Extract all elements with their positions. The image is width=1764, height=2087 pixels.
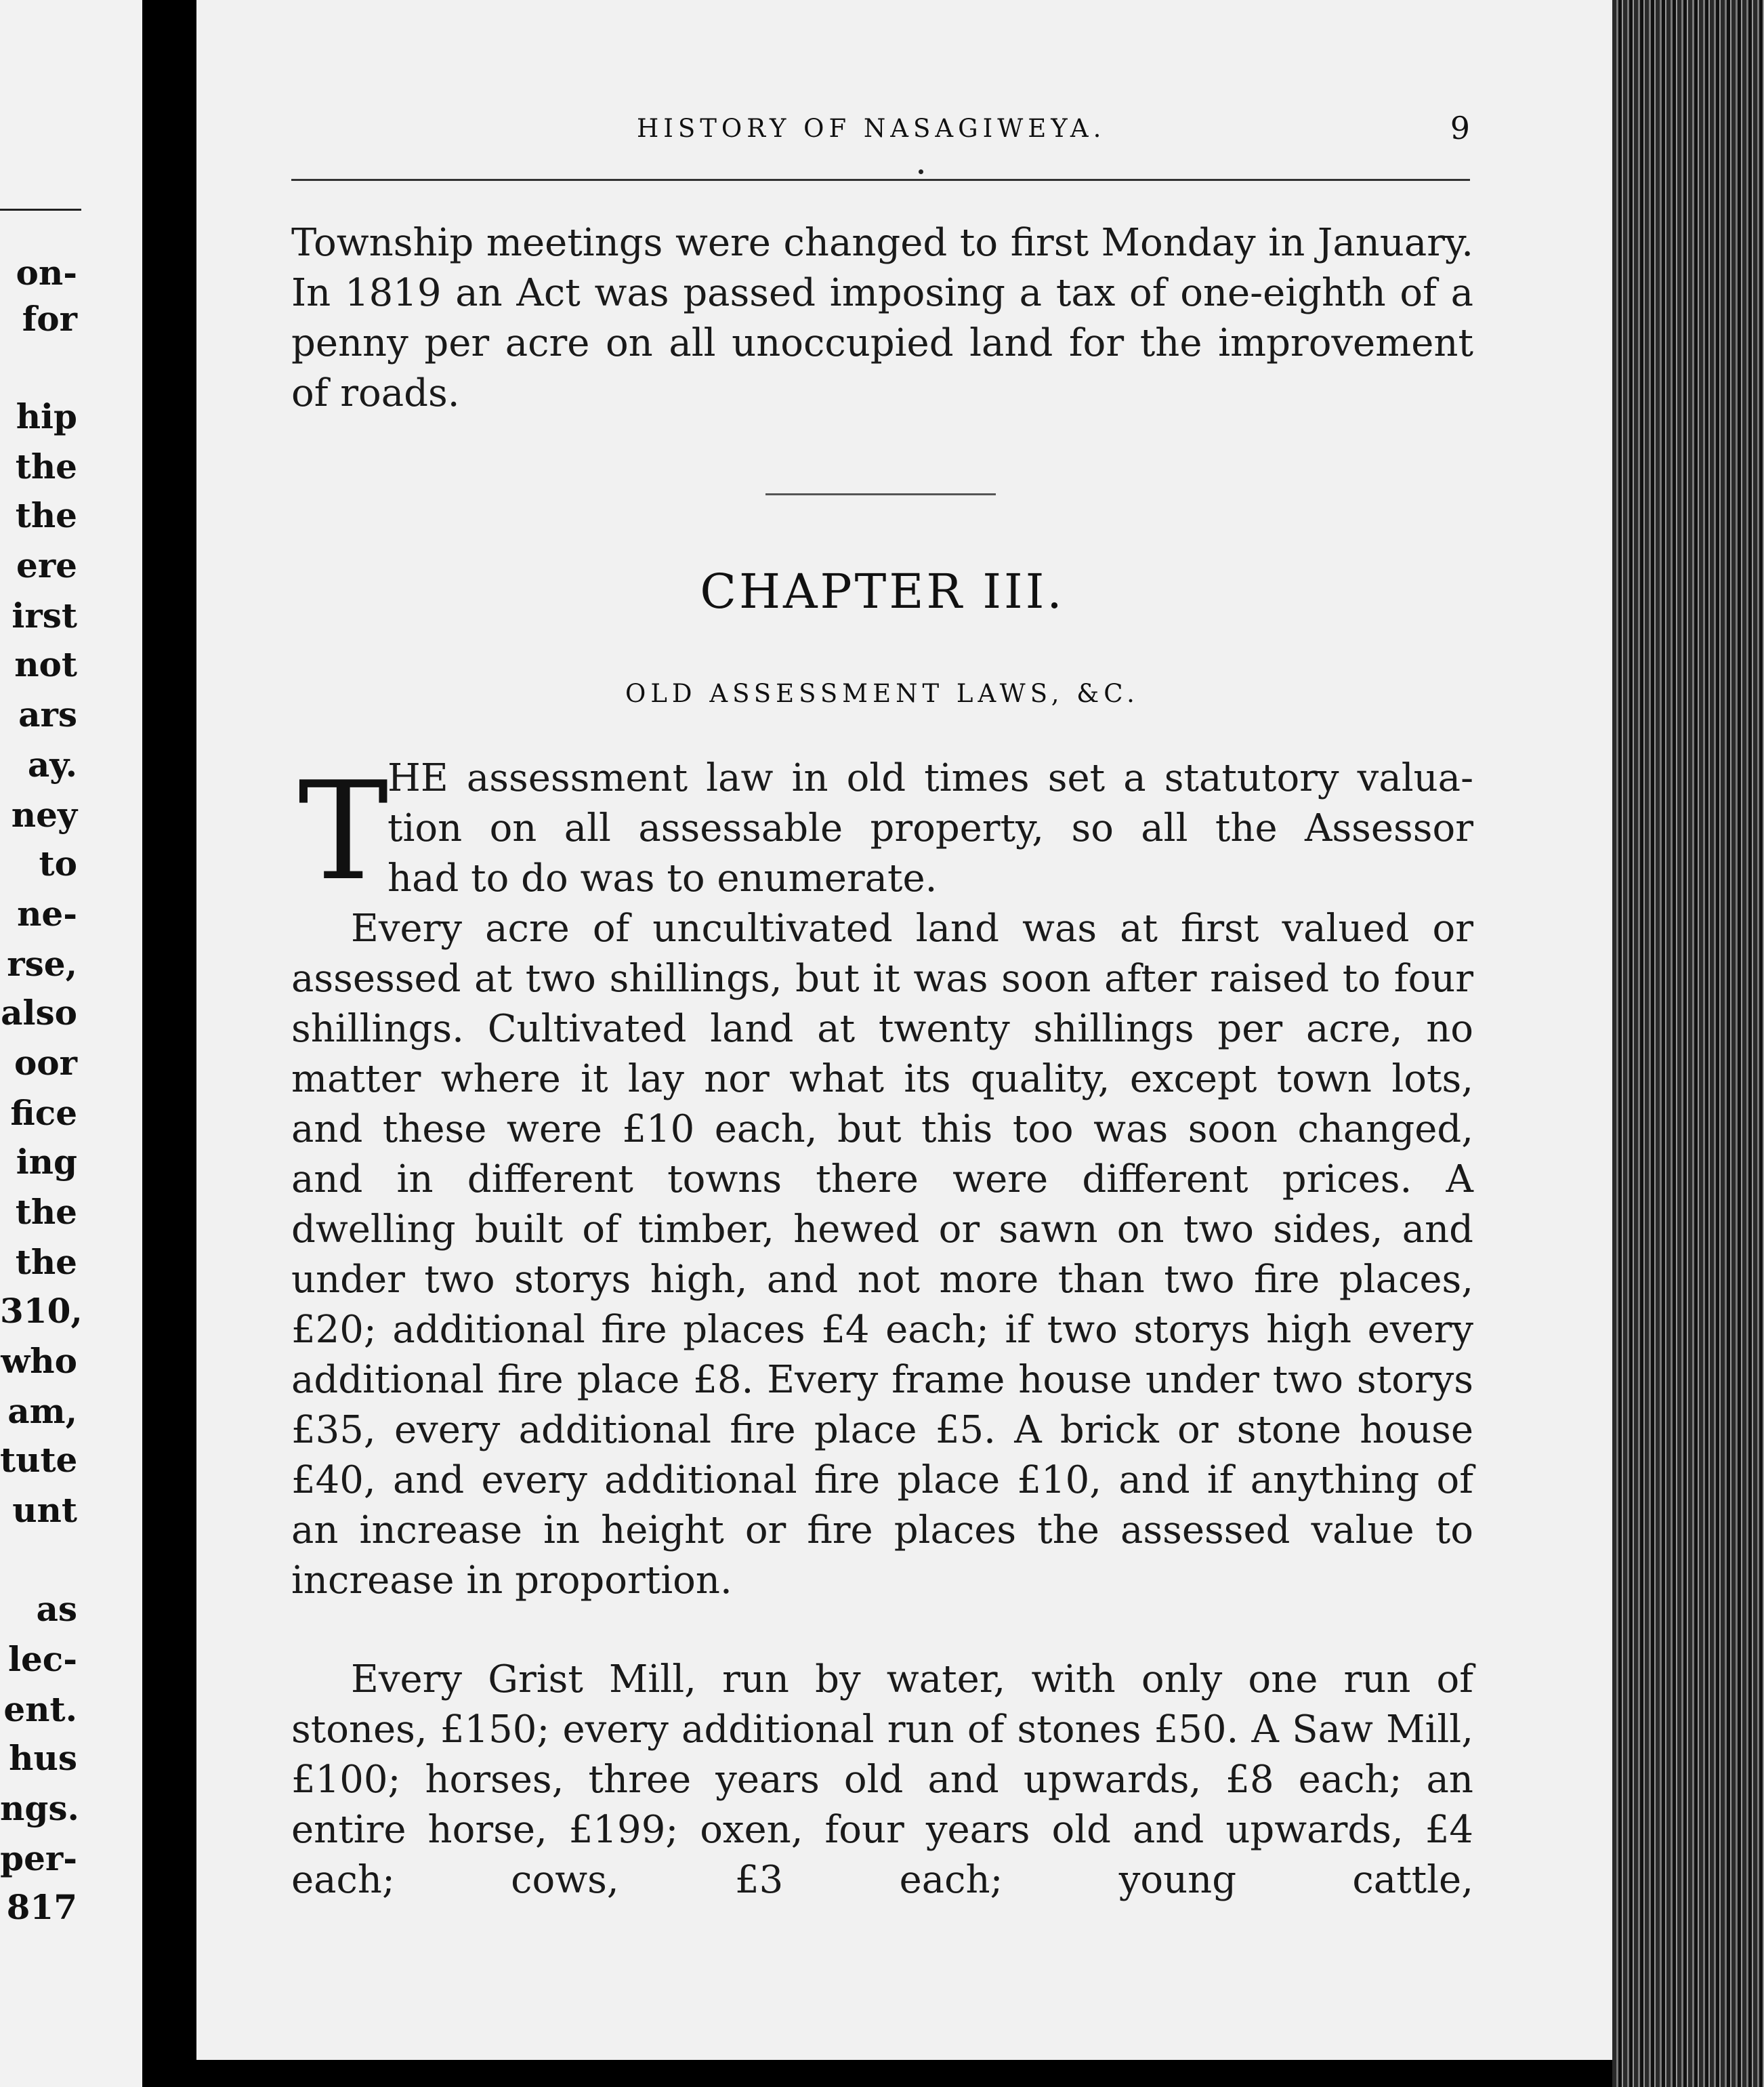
header-rule <box>291 179 1470 181</box>
opening-line: tion on all assessable property, so all the Assessor <box>387 806 1473 850</box>
previous-page-fragment: the <box>15 495 77 535</box>
previous-page-fragment: ney <box>11 795 77 835</box>
previous-page-fragment: hip <box>16 396 77 436</box>
page-number: 9 <box>1450 110 1470 146</box>
running-title: HISTORY OF NASAGIWEYA. <box>637 114 1106 143</box>
previous-page-fragment: to <box>39 844 77 884</box>
previous-page-fragment: rse, <box>7 944 77 984</box>
previous-page-fragment: per- <box>0 1838 77 1878</box>
previous-page-edge <box>0 0 142 2087</box>
previous-page-fragment: 817 <box>6 1887 77 1927</box>
previous-page-fragment: ing <box>16 1142 77 1182</box>
previous-page-fragment: the <box>15 447 77 487</box>
previous-page-fragment: ay. <box>27 745 77 785</box>
chapter-subtitle: OLD ASSESSMENT LAWS, &C. <box>625 679 1139 708</box>
running-header <box>291 110 1470 154</box>
opening-paragraph <box>387 753 1473 904</box>
body-paragraph-mills: Every Grist Mill, run by water, with only one run of stones, £150; every additional run of stones £50. A Saw Mill, £100; horses, three years old and upwards, £8 each; an entire horse, £199; oxen, four years old and upwards, £4 each; cows, £3 each; young cattle, <box>291 1657 1473 1902</box>
previous-page-fragment: hus <box>9 1738 77 1778</box>
body-paragraph-valuations: Every acre of uncultivated land was at first valued or assessed at two shillings, but it was soon after raised to four shillings. Cultivated land at twenty shillings per acre, no matter where it lay nor what its quality, except town lots, and these were £10 each, but this too was soon changed, and in different towns there were different prices. A dwelling built of timber, hewed or sawn on two sides, and under two storys high, and not more than two fire places, £20; additional fire places £4 each; if two storys high every additional fire place £8. Every frame house under two storys £35, every additional fire place £5. A brick or stone house £40, and every additional fire place £10, and if anything of an increase in height or fire places the assessed value to increase in proportion. <box>291 907 1473 1603</box>
previous-page-fragment: unt <box>12 1490 77 1530</box>
previous-page-fragment: on- <box>16 253 77 293</box>
drop-cap: T <box>298 753 389 911</box>
previous-page-fragment: lec- <box>7 1639 77 1679</box>
previous-page-fragment: irst <box>12 596 77 636</box>
opening-line: had to do was to enumerate. <box>387 856 938 901</box>
section-divider <box>765 493 996 495</box>
previous-page-fragment: who <box>1 1341 77 1381</box>
previous-page-fragment: ars <box>18 695 77 735</box>
previous-page-fragment: as <box>36 1589 77 1629</box>
previous-page-fragment: not <box>14 644 77 684</box>
previous-page-fragment: also <box>1 993 77 1033</box>
previous-page-fragment: ere <box>16 545 77 585</box>
chapter-title: CHAPTER III. <box>700 564 1065 619</box>
previous-page-fragment: am, <box>7 1391 77 1431</box>
previous-page-fragment: 310, <box>0 1291 83 1331</box>
previous-page-fragment: for <box>22 299 77 339</box>
previous-page-fragment: tute <box>0 1440 78 1480</box>
previous-page-fragment: ent. <box>3 1689 77 1729</box>
opening-line: HE assessment law in old times set a statutory valua- <box>387 756 1473 800</box>
previous-page-fragment: the <box>15 1242 77 1282</box>
previous-page-rule <box>0 209 81 211</box>
previous-page-fragment: ngs. <box>0 1788 79 1828</box>
previous-page-fragment: fice <box>10 1093 77 1133</box>
previous-page-fragment: the <box>15 1192 77 1232</box>
book-gutter <box>142 0 203 2087</box>
header-ornament-dot <box>919 169 923 174</box>
previous-page-fragment: ne- <box>17 894 77 934</box>
carryover-paragraph: Township meetings were changed to first Monday in January. In 1819 an Act was passed imposing a tax of one-eighth of a penny per acre on all unoccupied land for the improvement of roads. <box>291 221 1473 415</box>
page-block-edge <box>1612 0 1764 2087</box>
previous-page-fragment: oor <box>14 1043 77 1083</box>
